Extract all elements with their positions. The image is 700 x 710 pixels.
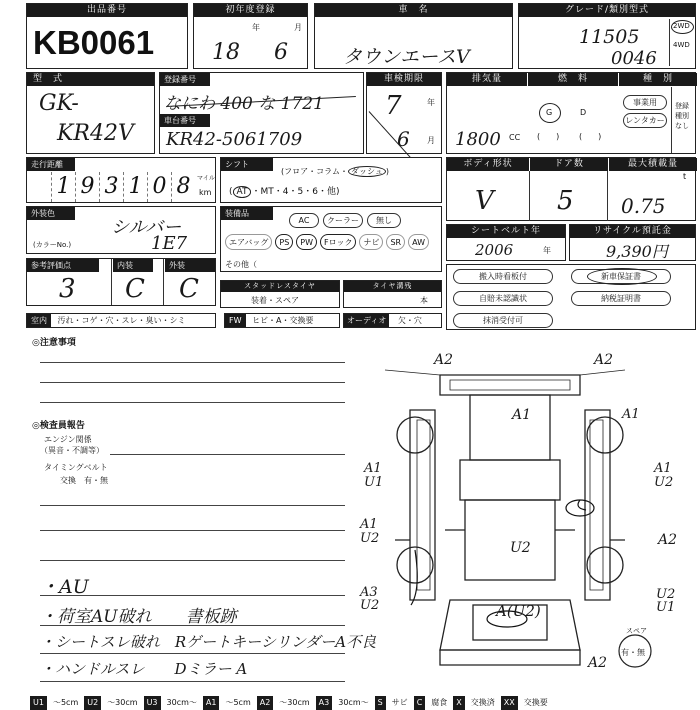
note-line-10: [40, 681, 345, 682]
shift-options: (フロア・コラム・ ダッシュ ): [281, 167, 390, 176]
seatbelt-label: シートベルト年: [447, 225, 565, 238]
fuel-blank-2: ( ): [579, 132, 602, 141]
audio-label: オーディオ: [344, 314, 389, 327]
equip-item: SR: [386, 234, 405, 250]
mark-rear-right: A2: [594, 352, 614, 368]
legend-value: サビ: [391, 698, 408, 707]
mark-front: A(U2): [496, 602, 541, 620]
documents-box: [446, 264, 696, 330]
trans-4: 4: [282, 187, 289, 197]
inspection-year-unit: 年: [427, 98, 435, 107]
trans-mt: MT: [260, 187, 274, 197]
inspection-year: 7: [385, 91, 402, 121]
legend-key: U3: [144, 696, 161, 710]
trans-5: 5: [297, 187, 304, 197]
shift-column: コラム: [316, 167, 341, 176]
legend-key: XX: [501, 696, 518, 710]
mark-right-front-2: U2 U1: [656, 587, 676, 615]
grade-value-1: 11505: [579, 26, 640, 48]
shift-label: シフト: [221, 158, 273, 171]
max-load-label: 最大積載量: [609, 158, 697, 171]
drive-2wd: 2WD: [673, 22, 690, 30]
grade-value-2: 0046: [611, 48, 657, 69]
legend-value: ～30cm: [107, 698, 138, 707]
mileage-digit: 0: [147, 172, 171, 202]
recycle-label: リサイクル預託金: [570, 225, 695, 238]
registration-type-label: 登録: [675, 102, 689, 110]
inspection-box: [366, 72, 442, 154]
legend-key: A2: [257, 696, 274, 710]
legend-key: U2: [84, 696, 101, 710]
score-box: [26, 258, 216, 306]
engine-fuel-box: [446, 72, 696, 154]
mark-floor: U2: [510, 540, 531, 556]
equipment-label: 装備品: [221, 207, 273, 220]
legend-key: U1: [30, 696, 47, 710]
lot-number-value: KB0061: [33, 24, 155, 61]
mark-right-side: A1: [622, 407, 640, 422]
legend-key: A1: [203, 696, 220, 710]
interior-label: 内装: [113, 259, 153, 272]
mileage-mile-unit: マイル: [197, 175, 215, 182]
drive-type-box: [669, 19, 694, 66]
engine-line: [110, 454, 345, 455]
fw-row: [224, 313, 340, 328]
car-name-label: 車 名: [315, 4, 512, 17]
shift-dash: ダッシュ: [348, 166, 386, 177]
color-box: [26, 206, 216, 254]
first-registration-label: 初年度登録: [194, 4, 307, 17]
interior-condition-options: 汚れ・コゲ・穴・スレ・臭い・シミ: [57, 316, 186, 325]
mileage-box: [26, 157, 216, 203]
exterior-label: 外装: [165, 259, 215, 272]
mark-left-front: A3 U2: [360, 585, 380, 613]
exterior-grade: C: [179, 274, 199, 304]
type-label: 種 別: [619, 73, 697, 86]
fw-label: FW: [225, 314, 246, 327]
chassis-value: KR42-5061709: [166, 129, 303, 150]
mark-roof: A1: [512, 407, 532, 423]
color-label: 外装色: [27, 207, 75, 220]
chassis-label: 車台番号: [160, 114, 210, 127]
legend-value: ～5cm: [52, 698, 79, 707]
engine-label: エンジン関係: [44, 435, 92, 444]
equip-item: エアバッグ: [225, 234, 272, 250]
mileage-digit: 8: [171, 172, 195, 202]
equip-cooler: クーラー: [323, 213, 363, 228]
note-line-5: [40, 530, 345, 531]
score-divider-2: [163, 259, 164, 305]
mark-left-mid: A1 U2: [360, 517, 380, 546]
body-shape-value: V: [475, 186, 494, 216]
model-value-2: KR42V: [57, 121, 134, 146]
inspector-heading: ◎検査員報告: [32, 421, 85, 431]
interior-grade: C: [125, 274, 145, 304]
displacement-value: 1800: [455, 129, 501, 150]
type-commercial: 事業用: [623, 95, 667, 110]
fuel-d: D: [580, 108, 587, 117]
timing-value: 交換 有・無: [60, 476, 108, 485]
transmission-options: ( AT ・MT・4・5・6・他): [229, 187, 340, 197]
body-divider-2: [607, 171, 608, 221]
mileage-digit: 3: [99, 172, 123, 202]
mark-right-rear: A1 U2: [654, 461, 674, 490]
legend-value: 交換済: [470, 698, 495, 707]
caution-heading: ◎注意事項: [32, 338, 76, 348]
doors-value: 5: [557, 186, 574, 216]
equip-item: Fロック: [320, 234, 356, 250]
mark-left-rear: A1 U1: [364, 461, 384, 490]
mileage-digit: 1: [123, 172, 147, 202]
fuel-blank-1: ( ): [537, 132, 560, 141]
legend-value: ～30cm: [279, 698, 310, 707]
inspection-month-unit: 月: [427, 136, 435, 145]
drive-4wd: 4WD: [673, 41, 690, 49]
month-unit: 月: [294, 23, 302, 32]
doc-signboard: 搬入時看板付: [453, 269, 553, 284]
type-rental: レンタカー: [623, 113, 667, 128]
interior-condition-row: [26, 313, 216, 328]
registration-box: [159, 72, 364, 154]
note-line-3: [40, 402, 345, 403]
score-label: 参考評価点: [27, 259, 99, 272]
doc-cancel: 抹消受付可: [453, 313, 553, 328]
trans-at: AT: [233, 186, 252, 198]
legend-value: 30cm～: [338, 698, 369, 707]
equipment-box: [220, 206, 442, 272]
inspection-month: 6: [397, 127, 410, 151]
studless-label: スタッドレスタイヤ: [221, 281, 339, 292]
mileage-digit: 1: [51, 172, 75, 202]
score-value: 3: [59, 274, 76, 304]
first-registration-box: [193, 3, 308, 69]
body-box: [446, 157, 696, 221]
mark-front-bottom: A2: [588, 655, 608, 671]
spare-value: 有・無: [621, 648, 645, 657]
mileage-digits: [51, 172, 195, 202]
registration-type-options: 種別なし: [675, 112, 689, 130]
equip-item: PW: [296, 234, 317, 250]
reg-number-value: なにわ 400 な 1721: [164, 94, 324, 114]
audio-row: [343, 313, 442, 328]
interior-condition-label: 室内: [27, 314, 51, 327]
mark-rear-left: A2: [434, 352, 454, 368]
studless-options: 装着・スペア: [251, 296, 299, 305]
equipment-other: その他（: [225, 260, 257, 269]
first-registration-year: 18: [212, 40, 240, 65]
score-divider-1: [111, 259, 112, 305]
trans-other: 他: [327, 187, 337, 197]
legend-key: X: [453, 696, 464, 710]
equip-item: AW: [408, 234, 429, 250]
seatbelt-unit: 年: [543, 246, 551, 255]
legend-value: 交換要: [523, 698, 548, 707]
reg-number-label: 登録番号: [160, 73, 210, 86]
legend-key: S: [375, 696, 386, 710]
tire-unit: 本: [420, 296, 428, 305]
first-registration-month: 6: [274, 40, 288, 65]
shift-box: [220, 157, 442, 203]
seatbelt-value: 2006: [475, 241, 514, 259]
model-value-1: GK-: [39, 91, 79, 116]
equip-ac: AC: [289, 213, 319, 228]
model-box: [26, 72, 155, 154]
note-line-4: [40, 505, 345, 506]
timing-label: タイミングベルト: [44, 463, 108, 472]
doc-warranty-mark: [587, 268, 657, 285]
body-shape-label: ボディ形状: [447, 158, 529, 171]
year-unit: 年: [252, 23, 260, 32]
studless-box: [220, 280, 340, 308]
spare-label: スペア: [626, 627, 647, 635]
tire-box: [343, 280, 442, 308]
legend-value: 30cm～: [166, 698, 197, 707]
cc-unit: CC: [509, 133, 521, 142]
fuel-g: G: [546, 108, 553, 117]
inspection-label: 車検期限: [367, 73, 441, 86]
mileage-km-unit: km: [199, 188, 212, 197]
doors-label: ドア数: [530, 158, 608, 171]
color-no-value: 1E7: [151, 233, 188, 254]
handwritten-note-3: ・シートスレ破れ RゲートキーシリンダーA不良: [40, 633, 377, 651]
max-load-unit: t: [683, 172, 687, 181]
lot-number-label: 出品番号: [27, 4, 187, 17]
recycle-value: 9,390円: [606, 242, 668, 261]
car-damage-diagram: [355, 340, 700, 685]
legend-value: 腐食: [431, 698, 448, 707]
max-load-value: 0.75: [621, 194, 666, 218]
handwritten-note-4: ・ハンドルスレ Dミラー A: [40, 660, 248, 678]
equip-item: PS: [275, 234, 293, 250]
shift-floor: フロア: [284, 167, 309, 176]
mileage-label: 走行距離: [27, 158, 75, 171]
engine-sub: （異音・不調等）: [40, 446, 104, 455]
body-divider-1: [529, 171, 530, 221]
color-no-label: (カラーNo.): [33, 241, 72, 249]
car-name-box: [314, 3, 513, 69]
trans-6: 6: [312, 187, 319, 197]
handwritten-note-1: ・AU: [40, 576, 89, 598]
legend-key: C: [414, 696, 426, 710]
recycle-box: [569, 224, 696, 261]
equip-item: ナビ: [359, 234, 383, 250]
tire-label: タイヤ溝残: [344, 281, 441, 292]
audio-options: 欠・穴: [397, 316, 422, 325]
car-name-value: タウンエースV: [343, 46, 470, 68]
doc-tax: 納税証明書: [571, 291, 671, 306]
mileage-digit: 9: [75, 172, 99, 202]
grade-label: グレード/類別型式: [519, 4, 695, 17]
note-line-6: [40, 560, 345, 561]
legend-key: A3: [316, 696, 333, 710]
note-line-9: [40, 653, 345, 654]
displacement-label: 排気量: [447, 73, 527, 86]
fw-options: ヒビ・A・交換要: [252, 316, 314, 325]
legend-value: ～5cm: [225, 698, 251, 707]
model-label: 型 式: [27, 73, 154, 86]
seatbelt-box: [446, 224, 566, 261]
equip-none: 無し: [367, 213, 401, 228]
note-line-1: [40, 362, 345, 363]
doc-insurance: 自賠未認識状: [453, 291, 553, 306]
grade-box: [518, 3, 696, 69]
damage-legend: [30, 690, 700, 707]
mark-right-front: A2: [658, 532, 678, 548]
equipment-row-2: [225, 234, 429, 250]
handwritten-note-2: ・荷室AU破れ 書板跡: [40, 607, 237, 627]
doc-warranty: 新車保証書: [571, 269, 671, 284]
color-value: シルバー: [111, 217, 182, 238]
note-line-2: [40, 382, 345, 383]
fuel-label: 燃 料: [528, 73, 618, 86]
registration-type-cell: [671, 87, 695, 153]
lot-number-box: [26, 3, 188, 69]
